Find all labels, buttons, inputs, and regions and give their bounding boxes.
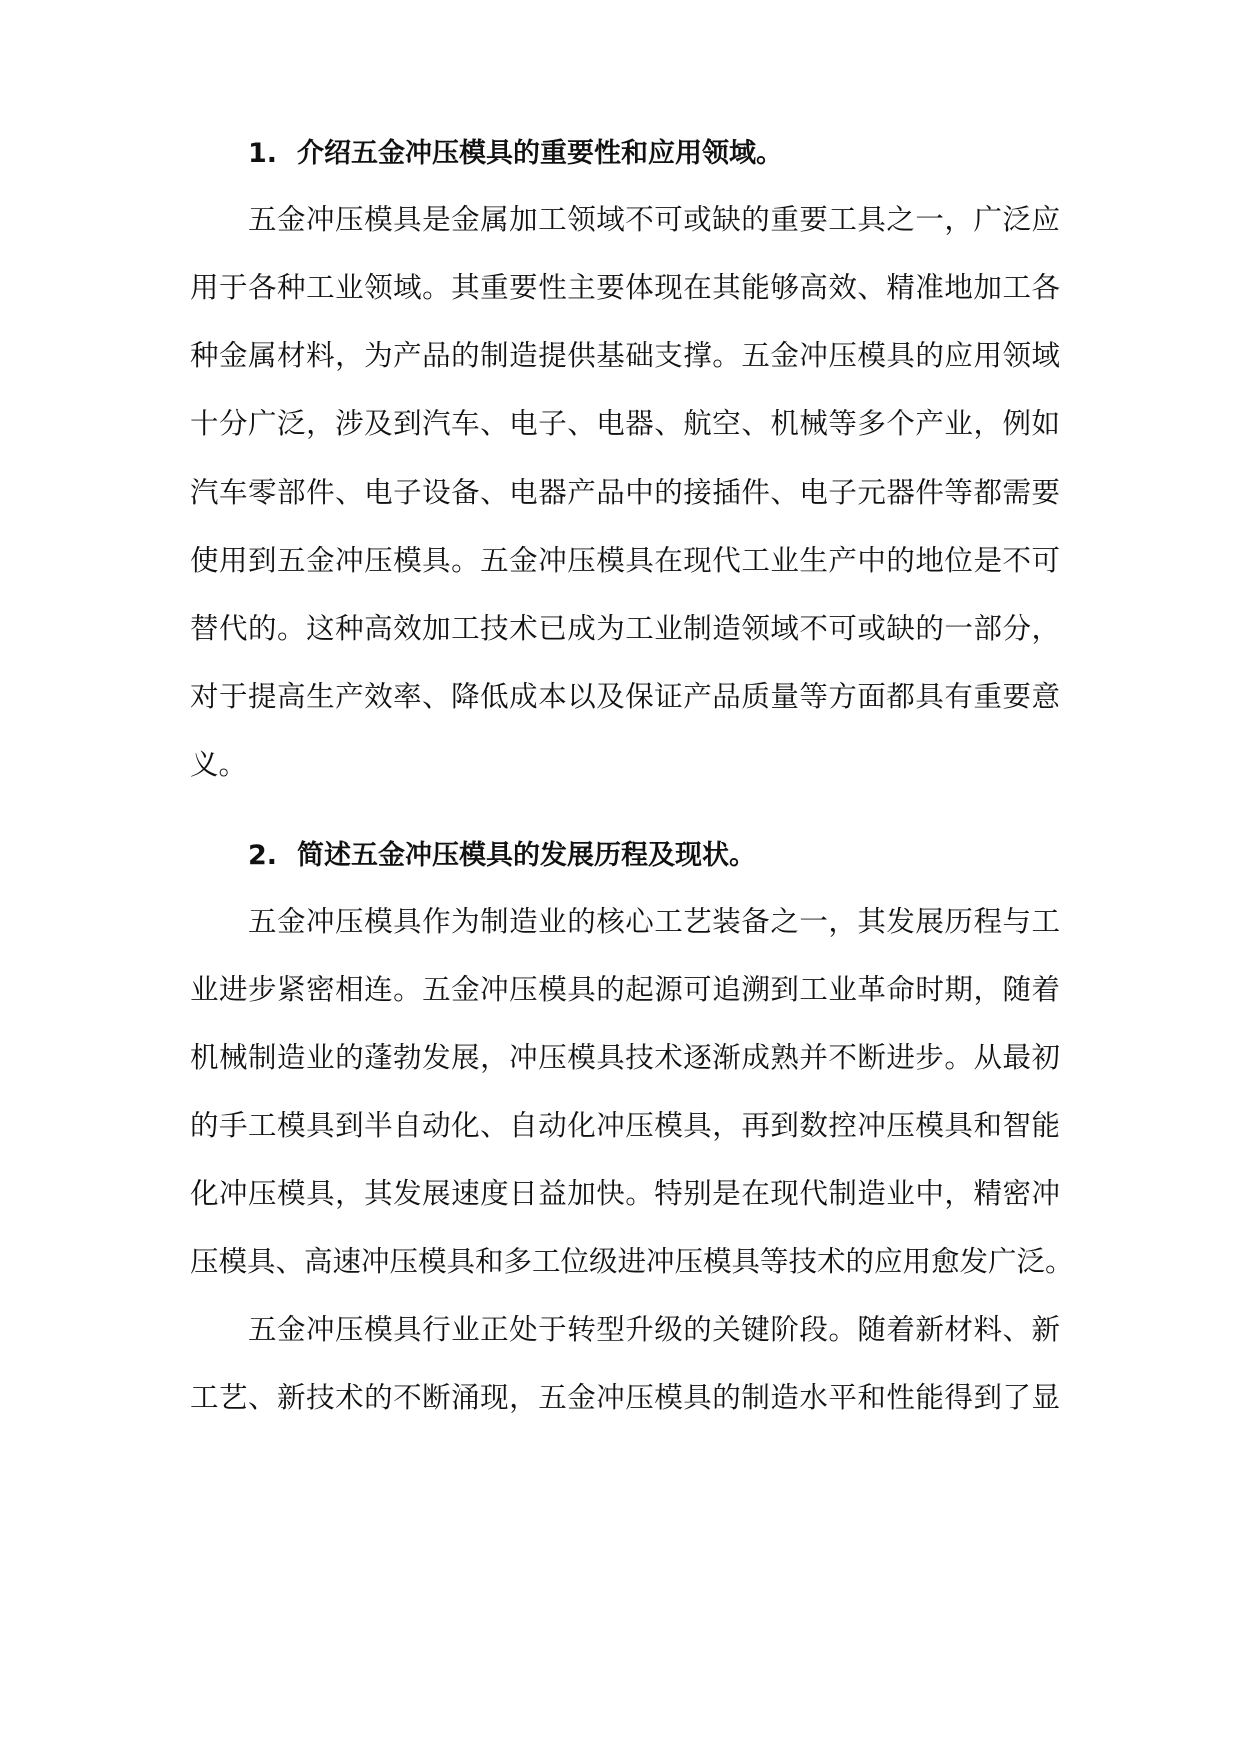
section-title: 简述五金冲压模具的发展历程及现状。 [297, 840, 757, 871]
paragraph-line: 替代的。这种高效加工技术已成为工业制造领域不可或缺的一部分， [190, 612, 1060, 645]
paragraph-line: 机械制造业的蓬勃发展，冲压模具技术逐渐成熟并不断进步。从最初 [190, 1041, 1060, 1074]
paragraph-line: 工艺、新技术的不断涌现，五金冲压模具的制造水平和性能得到了显 [190, 1381, 1060, 1414]
paragraph-line: 汽车零部件、电子设备、电器产品中的接插件、电子元器件等都需要 [190, 476, 1060, 509]
paragraph-line: 义。 [190, 748, 248, 781]
paragraph-line: 化冲压模具，其发展速度日益加快。特别是在现代制造业中，精密冲 [190, 1177, 1060, 1210]
section-number: 1. [248, 138, 278, 169]
paragraph-line: 对于提高生产效率、降低成本以及保证产品质量等方面都具有重要意 [190, 680, 1060, 713]
paragraph-line: 种金属材料，为产品的制造提供基础支撑。五金冲压模具的应用领域 [190, 339, 1060, 372]
paragraph-line: 十分广泛，涉及到汽车、电子、电器、航空、机械等多个产业，例如 [190, 407, 1060, 440]
paragraph-line: 压模具、高速冲压模具和多工位级进冲压模具等技术的应用愈发广泛。 [190, 1245, 1074, 1278]
section-number: 2. [248, 840, 278, 871]
paragraph-line: 五金冲压模具行业正处于转型升级的关键阶段。随着新材料、新 [248, 1313, 1060, 1346]
section-title: 介绍五金冲压模具的重要性和应用领域。 [297, 138, 784, 169]
section-heading [248, 134, 783, 174]
paragraph-line: 用于各种工业领域。其重要性主要体现在其能够高效、精准地加工各 [190, 271, 1060, 304]
paragraph-line: 的手工模具到半自动化、自动化冲压模具，再到数控冲压模具和智能 [190, 1109, 1060, 1142]
paragraph-line: 五金冲压模具是金属加工领域不可或缺的重要工具之一，广泛应 [248, 203, 1060, 236]
paragraph-line: 五金冲压模具作为制造业的核心工艺装备之一，其发展历程与工 [248, 905, 1060, 938]
paragraph-line: 使用到五金冲压模具。五金冲压模具在现代工业生产中的地位是不可 [190, 544, 1060, 577]
section-heading [248, 836, 756, 876]
paragraph-line: 业进步紧密相连。五金冲压模具的起源可追溯到工业革命时期，随着 [190, 973, 1060, 1006]
